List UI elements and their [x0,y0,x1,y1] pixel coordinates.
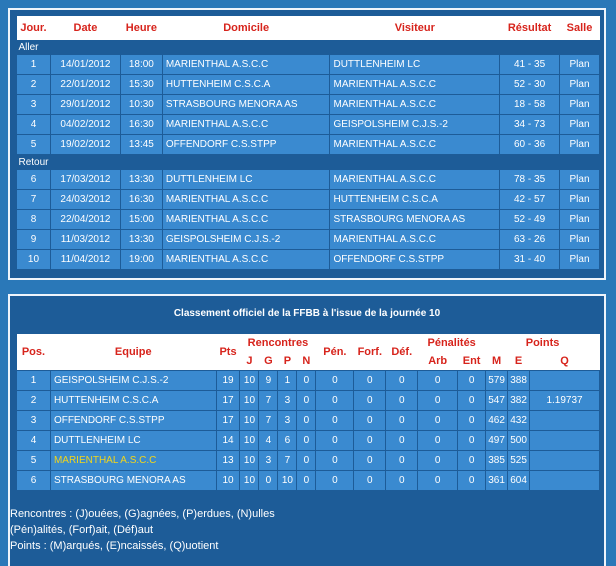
jour-cell: 7 [17,190,51,210]
j-cell: 10 [240,411,259,431]
pts-cell: 10 [216,471,240,491]
salle-link[interactable]: Plan [560,250,600,270]
visiteur-cell: DUTTLENHEIM LC [330,55,500,75]
ent-cell: 0 [458,431,486,451]
resultat-cell: 41 - 35 [500,55,560,75]
col-salle: Salle [560,16,600,40]
g-cell: 7 [259,411,278,431]
salle-link[interactable]: Plan [560,95,600,115]
section-label-row [17,40,600,55]
salle-link[interactable]: Plan [560,135,600,155]
col-jour: Jour. [17,16,51,40]
schedule-row [17,210,600,230]
q-cell: 1.19737 [530,391,600,411]
domicile-cell: GEISPOLSHEIM C.J.S.-2 [162,230,330,250]
pts-cell: 19 [216,371,240,391]
jour-cell: 9 [17,230,51,250]
e-cell: 500 [508,431,530,451]
col-arb: Arb [418,352,458,371]
visiteur-cell: MARIENTHAL A.S.C.C [330,95,500,115]
col-pos: Pos. [17,334,51,371]
j-cell: 10 [240,451,259,471]
p-cell: 10 [278,471,297,491]
standings-row [17,411,600,431]
salle-link[interactable]: Plan [560,230,600,250]
heure-cell: 15:30 [120,75,162,95]
pen-cell: 0 [316,411,354,431]
def-cell: 0 [386,471,418,491]
m-cell: 385 [486,451,508,471]
n-cell: 0 [297,411,316,431]
domicile-cell: MARIENTHAL A.S.C.C [162,190,330,210]
g-cell: 0 [259,471,278,491]
visiteur-cell: OFFENDORF C.S.STPP [330,250,500,270]
col-domicile: Domicile [162,16,330,40]
jour-cell: 2 [17,75,51,95]
date-cell: 24/03/2012 [50,190,120,210]
domicile-cell: MARIENTHAL A.S.C.C [162,55,330,75]
col-pen: Pén. [316,334,354,371]
jour-cell: 3 [17,95,51,115]
schedule-panel [8,8,606,280]
arb-cell: 0 [418,451,458,471]
m-cell: 361 [486,471,508,491]
date-cell: 19/02/2012 [50,135,120,155]
schedule-row [17,75,600,95]
m-cell: 579 [486,371,508,391]
col-j: J [240,352,259,371]
p-cell: 6 [278,431,297,451]
forf-cell: 0 [354,371,386,391]
heure-cell: 16:30 [120,115,162,135]
p-cell: 7 [278,451,297,471]
col-def: Déf. [386,334,418,371]
arb-cell: 0 [418,471,458,491]
col-equipe: Equipe [50,334,216,371]
visiteur-cell: MARIENTHAL A.S.C.C [330,135,500,155]
arb-cell: 0 [418,391,458,411]
col-m: M [486,352,508,371]
domicile-cell: STRASBOURG MENORA AS [162,95,330,115]
schedule-row [17,170,600,190]
domicile-cell: HUTTENHEIM C.S.C.A [162,75,330,95]
col-ent: Ent [458,352,486,371]
j-cell: 10 [240,391,259,411]
resultat-cell: 18 - 58 [500,95,560,115]
standings-table [16,334,600,491]
resultat-cell: 31 - 40 [500,250,560,270]
jour-cell: 1 [17,55,51,75]
def-cell: 0 [386,451,418,471]
schedule-table [16,16,600,270]
jour-cell: 10 [17,250,51,270]
heure-cell: 18:00 [120,55,162,75]
j-cell: 10 [240,431,259,451]
def-cell: 0 [386,371,418,391]
e-cell: 388 [508,371,530,391]
salle-link[interactable]: Plan [560,75,600,95]
j-cell: 10 [240,371,259,391]
date-cell: 11/03/2012 [50,230,120,250]
heure-cell: 13:30 [120,230,162,250]
forf-cell: 0 [354,391,386,411]
resultat-cell: 63 - 26 [500,230,560,250]
ent-cell: 0 [458,371,486,391]
jour-cell: 4 [17,115,51,135]
pen-cell: 0 [316,391,354,411]
def-cell: 0 [386,391,418,411]
forf-cell: 0 [354,411,386,431]
col-e: E [508,352,530,371]
def-cell: 0 [386,411,418,431]
legend-line: (Pén)alités, (Forf)ait, (Déf)aut [10,524,154,536]
e-cell: 604 [508,471,530,491]
team-cell: MARIENTHAL A.S.C.C [50,451,216,471]
pts-cell: 14 [216,431,240,451]
date-cell: 11/04/2012 [50,250,120,270]
pos-cell: 1 [17,371,51,391]
p-cell: 3 [278,411,297,431]
col-visiteur: Visiteur [330,16,500,40]
ent-cell: 0 [458,451,486,471]
salle-link[interactable]: Plan [560,190,600,210]
ent-cell: 0 [458,391,486,411]
section-label: Retour [18,156,49,168]
arb-cell: 0 [418,411,458,431]
heure-cell: 13:45 [120,135,162,155]
col-p: P [278,352,297,371]
standings-row [17,391,600,411]
pts-cell: 17 [216,391,240,411]
g-cell: 7 [259,391,278,411]
jour-cell: 8 [17,210,51,230]
pen-cell: 0 [316,431,354,451]
salle-link[interactable]: Plan [560,55,600,75]
q-cell [530,371,600,391]
schedule-row [17,95,600,115]
g-cell: 4 [259,431,278,451]
p-cell: 3 [278,391,297,411]
j-cell: 10 [240,471,259,491]
m-cell: 497 [486,431,508,451]
resultat-cell: 78 - 35 [500,170,560,190]
n-cell: 0 [297,431,316,451]
visiteur-cell: MARIENTHAL A.S.C.C [330,230,500,250]
pos-cell: 5 [17,451,51,471]
pts-cell: 13 [216,451,240,471]
legend-line: Rencontres : (J)ouées, (G)agnées, (P)erdues, (N)ulles [10,508,275,520]
pos-cell: 6 [17,471,51,491]
ent-cell: 0 [458,471,486,491]
g-cell: 3 [259,451,278,471]
date-cell: 29/01/2012 [50,95,120,115]
resultat-cell: 60 - 36 [500,135,560,155]
col-date: Date [50,16,120,40]
standings-row [17,451,600,471]
section-label: Aller [18,41,39,53]
schedule-row [17,115,600,135]
q-cell [530,411,600,431]
n-cell: 0 [297,391,316,411]
pos-cell: 4 [17,431,51,451]
legend-line: Points : (M)arqués, (E)ncaissés, (Q)uotient [10,540,219,552]
team-cell: DUTTLENHEIM LC [50,431,216,451]
date-cell: 14/01/2012 [50,55,120,75]
g-cell: 9 [259,371,278,391]
domicile-cell: MARIENTHAL A.S.C.C [162,250,330,270]
q-cell [530,451,600,471]
n-cell: 0 [297,371,316,391]
col-resultat: Résultat [500,16,560,40]
salle-link[interactable]: Plan [560,170,600,190]
team-cell: GEISPOLSHEIM C.J.S.-2 [50,371,216,391]
m-cell: 462 [486,411,508,431]
standings-title: Classement officiel de la FFBB à l'issue de la journée 10 [173,308,441,319]
date-cell: 17/03/2012 [50,170,120,190]
e-cell: 432 [508,411,530,431]
col-forf: Forf. [354,334,386,371]
date-cell: 22/04/2012 [50,210,120,230]
domicile-cell: MARIENTHAL A.S.C.C [162,210,330,230]
pen-cell: 0 [316,371,354,391]
pen-cell: 0 [316,451,354,471]
schedule-row [17,190,600,210]
col-heure: Heure [120,16,162,40]
jour-cell: 5 [17,135,51,155]
domicile-cell: OFFENDORF C.S.STPP [162,135,330,155]
resultat-cell: 52 - 30 [500,75,560,95]
e-cell: 525 [508,451,530,471]
standings-row [17,471,600,491]
col-n: N [297,352,316,371]
visiteur-cell: MARIENTHAL A.S.C.C [330,75,500,95]
p-cell: 1 [278,371,297,391]
heure-cell: 13:30 [120,170,162,190]
heure-cell: 19:00 [120,250,162,270]
date-cell: 22/01/2012 [50,75,120,95]
col-q: Q [530,352,600,371]
heure-cell: 16:30 [120,190,162,210]
schedule-row [17,250,600,270]
col-group-points: Points [486,334,600,352]
standings-row [17,371,600,391]
forf-cell: 0 [354,431,386,451]
forf-cell: 0 [354,471,386,491]
m-cell: 547 [486,391,508,411]
team-cell: OFFENDORF C.S.STPP [50,411,216,431]
jour-cell: 6 [17,170,51,190]
visiteur-cell: STRASBOURG MENORA AS [330,210,500,230]
resultat-cell: 42 - 57 [500,190,560,210]
visiteur-cell: GEISPOLSHEIM C.J.S.-2 [330,115,500,135]
domicile-cell: MARIENTHAL A.S.C.C [162,115,330,135]
arb-cell: 0 [418,431,458,451]
team-cell: STRASBOURG MENORA AS [50,471,216,491]
q-cell [530,471,600,491]
arb-cell: 0 [418,371,458,391]
salle-link[interactable]: Plan [560,210,600,230]
col-group-penalites: Pénalités [418,334,486,352]
visiteur-cell: HUTTENHEIM C.S.C.A [330,190,500,210]
col-g: G [259,352,278,371]
schedule-row [17,135,600,155]
col-pts: Pts [216,334,240,371]
domicile-cell: DUTTLENHEIM LC [162,170,330,190]
n-cell: 0 [297,451,316,471]
pos-cell: 2 [17,391,51,411]
ent-cell: 0 [458,411,486,431]
legend [10,506,275,554]
resultat-cell: 34 - 73 [500,115,560,135]
heure-cell: 10:30 [120,95,162,115]
schedule-row [17,55,600,75]
pen-cell: 0 [316,471,354,491]
standings-header-row-1 [17,334,600,352]
n-cell: 0 [297,471,316,491]
visiteur-cell: MARIENTHAL A.S.C.C [330,170,500,190]
team-cell: HUTTENHEIM C.S.C.A [50,391,216,411]
standings-row [17,431,600,451]
pts-cell: 17 [216,411,240,431]
def-cell: 0 [386,431,418,451]
date-cell: 04/02/2012 [50,115,120,135]
e-cell: 382 [508,391,530,411]
heure-cell: 15:00 [120,210,162,230]
schedule-row [17,230,600,250]
salle-link[interactable]: Plan [560,115,600,135]
schedule-header-row [17,16,600,40]
q-cell [530,431,600,451]
forf-cell: 0 [354,451,386,471]
pos-cell: 3 [17,411,51,431]
resultat-cell: 52 - 49 [500,210,560,230]
section-label-row [17,155,600,170]
col-group-rencontres: Rencontres [240,334,316,352]
